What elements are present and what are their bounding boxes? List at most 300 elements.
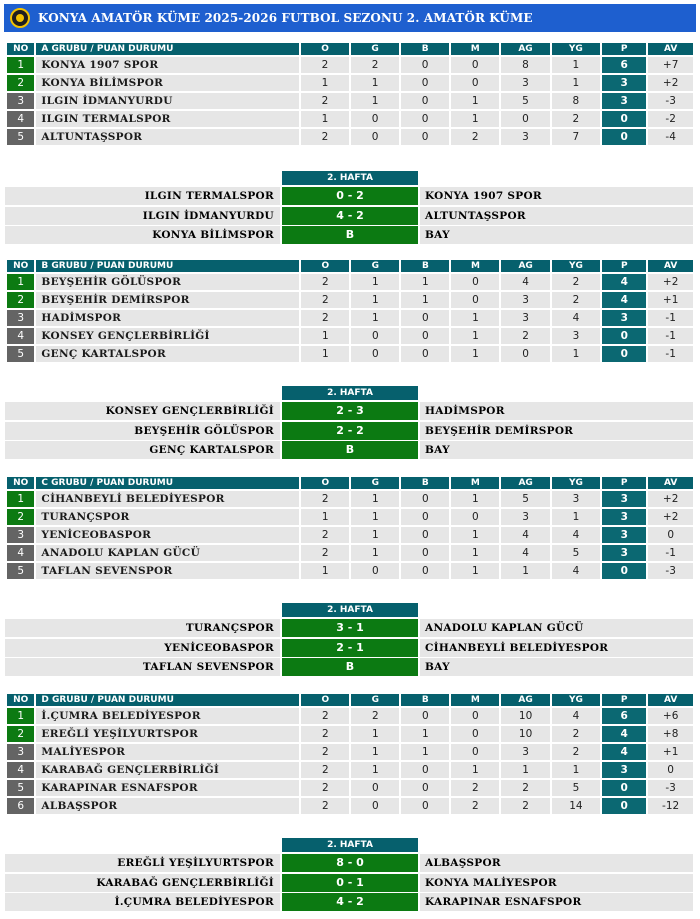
average-cell: -3 — [648, 93, 693, 109]
standings-table — [5, 41, 695, 147]
away-team: CİHANBEYLİ BELEDİYESPOR — [420, 639, 693, 657]
column-header: NO — [7, 694, 34, 706]
team-name: KONSEY GENÇLERBİRLİĞİ — [36, 328, 299, 344]
team-name: YENİCEOBASPOR — [36, 527, 299, 543]
column-header: P — [602, 694, 646, 706]
stat-cell: 1 — [451, 93, 499, 109]
match-score: B — [282, 441, 418, 459]
table-header-row — [7, 694, 693, 706]
stat-cell: 1 — [451, 111, 499, 127]
stat-cell: 2 — [301, 726, 349, 742]
stat-cell: 3 — [501, 129, 549, 145]
stat-cell: 0 — [401, 111, 449, 127]
stat-cell: 0 — [401, 310, 449, 326]
table-row — [7, 93, 693, 109]
stat-cell: 0 — [451, 726, 499, 742]
stat-cell: 1 — [501, 563, 549, 579]
title-bar — [4, 4, 696, 32]
rank-cell: 4 — [7, 111, 34, 127]
stat-cell: 3 — [501, 75, 549, 91]
team-name: ILGIN İDMANYURDU — [36, 93, 299, 109]
average-cell: +1 — [648, 292, 693, 308]
table-header-row — [7, 43, 693, 55]
group-header: B GRUBU / PUAN DURUMU — [36, 260, 299, 272]
stat-cell: 1 — [451, 527, 499, 543]
table-row — [7, 726, 693, 742]
rank-cell: 3 — [7, 527, 34, 543]
points-cell: 3 — [602, 75, 646, 91]
column-header: B — [401, 43, 449, 55]
points-cell: 4 — [602, 744, 646, 760]
stat-cell: 8 — [501, 57, 549, 73]
stat-cell: 1 — [552, 346, 600, 362]
column-header: AV — [648, 260, 693, 272]
column-header: AG — [501, 694, 549, 706]
page-title: KONYA AMATÖR KÜME 2025-2026 FUTBOL SEZONU 2. AMATÖR KÜME — [38, 11, 533, 25]
table-row — [7, 111, 693, 127]
table-row — [7, 744, 693, 760]
points-cell: 6 — [602, 708, 646, 724]
team-name: ALTUNTAŞSPOR — [36, 129, 299, 145]
team-name: ILGIN TERMALSPOR — [36, 111, 299, 127]
points-cell: 0 — [602, 328, 646, 344]
column-header: AG — [501, 43, 549, 55]
away-team: ALBAŞSPOR — [420, 854, 693, 872]
week-header: 2. HAFTA — [282, 386, 418, 400]
stat-cell: 1 — [552, 75, 600, 91]
stat-cell: 0 — [451, 744, 499, 760]
points-cell: 3 — [602, 310, 646, 326]
team-name: ALBAŞSPOR — [36, 798, 299, 814]
stat-cell: 4 — [552, 708, 600, 724]
stat-cell: 0 — [401, 346, 449, 362]
points-cell: 0 — [602, 111, 646, 127]
fixture-row — [5, 639, 695, 657]
rank-cell: 2 — [7, 726, 34, 742]
table-row — [7, 57, 693, 73]
points-cell: 0 — [602, 798, 646, 814]
stat-cell: 1 — [501, 762, 549, 778]
stat-cell: 0 — [401, 798, 449, 814]
stat-cell: 0 — [351, 346, 399, 362]
away-team: BAY — [420, 441, 693, 459]
stat-cell: 3 — [501, 310, 549, 326]
stat-cell: 0 — [401, 780, 449, 796]
average-cell: -3 — [648, 563, 693, 579]
stat-cell: 0 — [401, 563, 449, 579]
column-header: M — [451, 694, 499, 706]
stat-cell: 0 — [401, 328, 449, 344]
stat-cell: 1 — [401, 726, 449, 742]
stat-cell: 0 — [451, 274, 499, 290]
match-score: B — [282, 658, 418, 676]
away-team: KONYA MALİYESPOR — [420, 874, 693, 892]
average-cell: +8 — [648, 726, 693, 742]
week-header: 2. HAFTA — [282, 171, 418, 185]
rank-cell: 4 — [7, 328, 34, 344]
stat-cell: 0 — [401, 57, 449, 73]
column-header: G — [351, 43, 399, 55]
rank-cell: 2 — [7, 292, 34, 308]
stat-cell: 0 — [501, 111, 549, 127]
column-header: NO — [7, 477, 34, 489]
fixture-row — [5, 854, 695, 872]
table-row — [7, 708, 693, 724]
average-cell: -12 — [648, 798, 693, 814]
stat-cell: 0 — [401, 527, 449, 543]
column-header: M — [451, 43, 499, 55]
stat-cell: 10 — [501, 726, 549, 742]
team-name: KONYA 1907 SPOR — [36, 57, 299, 73]
stat-cell: 1 — [351, 762, 399, 778]
home-team: YENİCEOBASPOR — [5, 639, 280, 657]
stat-cell: 1 — [451, 563, 499, 579]
rank-cell: 1 — [7, 708, 34, 724]
column-header: AV — [648, 477, 693, 489]
stat-cell: 3 — [552, 328, 600, 344]
stat-cell: 0 — [451, 57, 499, 73]
average-cell: -3 — [648, 780, 693, 796]
stat-cell: 1 — [552, 57, 600, 73]
stat-cell: 1 — [451, 310, 499, 326]
average-cell: -1 — [648, 346, 693, 362]
points-cell: 3 — [602, 509, 646, 525]
table-header-row — [7, 260, 693, 272]
team-name: EREĞLİ YEŞİLYURTSPOR — [36, 726, 299, 742]
column-header: O — [301, 477, 349, 489]
column-header: B — [401, 477, 449, 489]
stat-cell: 1 — [351, 93, 399, 109]
stat-cell: 4 — [501, 274, 549, 290]
points-cell: 0 — [602, 129, 646, 145]
stat-cell: 0 — [451, 708, 499, 724]
stat-cell: 3 — [501, 744, 549, 760]
stat-cell: 2 — [501, 798, 549, 814]
average-cell: +2 — [648, 274, 693, 290]
average-cell: 0 — [648, 527, 693, 543]
team-name: İ.ÇUMRA BELEDİYESPOR — [36, 708, 299, 724]
match-score: 0 - 1 — [282, 874, 418, 892]
stat-cell: 1 — [451, 346, 499, 362]
away-team: HADİMSPOR — [420, 402, 693, 420]
stat-cell: 1 — [451, 545, 499, 561]
stat-cell: 0 — [401, 129, 449, 145]
column-header: YG — [552, 694, 600, 706]
home-team: ILGIN TERMALSPOR — [5, 187, 280, 205]
stat-cell: 2 — [451, 129, 499, 145]
stat-cell: 2 — [451, 798, 499, 814]
home-team: TAFLAN SEVENSPOR — [5, 658, 280, 676]
team-name: TAFLAN SEVENSPOR — [36, 563, 299, 579]
rank-cell: 1 — [7, 274, 34, 290]
stat-cell: 0 — [401, 708, 449, 724]
column-header: NO — [7, 43, 34, 55]
stat-cell: 0 — [351, 780, 399, 796]
standings-table — [5, 475, 695, 581]
column-header: B — [401, 260, 449, 272]
table-row — [7, 545, 693, 561]
home-team: BEYŞEHİR GÖLÜSPOR — [5, 422, 280, 440]
stat-cell: 2 — [351, 57, 399, 73]
away-team: KONYA 1907 SPOR — [420, 187, 693, 205]
team-name: KONYA BİLİMSPOR — [36, 75, 299, 91]
average-cell: 0 — [648, 762, 693, 778]
home-team: KARABAĞ GENÇLERBİRLİĞİ — [5, 874, 280, 892]
team-name: CİHANBEYLİ BELEDİYESPOR — [36, 491, 299, 507]
standings-table — [5, 258, 695, 364]
away-team: BAY — [420, 658, 693, 676]
column-header: AV — [648, 694, 693, 706]
table-row — [7, 328, 693, 344]
column-header: G — [351, 477, 399, 489]
stat-cell: 1 — [301, 509, 349, 525]
table-row — [7, 292, 693, 308]
column-header: M — [451, 477, 499, 489]
column-header: P — [602, 477, 646, 489]
home-team: ILGIN İDMANYURDU — [5, 207, 280, 225]
stat-cell: 1 — [301, 328, 349, 344]
column-header: B — [401, 694, 449, 706]
table-row — [7, 527, 693, 543]
league-logo-icon — [10, 8, 30, 28]
rank-cell: 6 — [7, 798, 34, 814]
average-cell: -1 — [648, 328, 693, 344]
fixture-row — [5, 226, 695, 244]
column-header: G — [351, 260, 399, 272]
match-score: 2 - 2 — [282, 422, 418, 440]
stat-cell: 1 — [552, 762, 600, 778]
points-cell: 3 — [602, 93, 646, 109]
rank-cell: 2 — [7, 75, 34, 91]
points-cell: 0 — [602, 563, 646, 579]
fixture-row — [5, 402, 695, 420]
stat-cell: 2 — [301, 762, 349, 778]
stat-cell: 2 — [501, 780, 549, 796]
stat-cell: 2 — [552, 744, 600, 760]
fixture-row — [5, 441, 695, 459]
stat-cell: 2 — [301, 129, 349, 145]
team-name: GENÇ KARTALSPOR — [36, 346, 299, 362]
points-cell: 3 — [602, 491, 646, 507]
stat-cell: 0 — [351, 111, 399, 127]
home-team: TURANÇSPOR — [5, 619, 280, 637]
column-header: P — [602, 43, 646, 55]
match-score: 3 - 1 — [282, 619, 418, 637]
column-header: O — [301, 694, 349, 706]
column-header: O — [301, 260, 349, 272]
home-team: KONYA BİLİMSPOR — [5, 226, 280, 244]
away-team: ALTUNTAŞSPOR — [420, 207, 693, 225]
stat-cell: 7 — [552, 129, 600, 145]
rank-cell: 5 — [7, 129, 34, 145]
points-cell: 4 — [602, 274, 646, 290]
stat-cell: 2 — [501, 328, 549, 344]
average-cell: +2 — [648, 509, 693, 525]
stat-cell: 2 — [301, 798, 349, 814]
fixture-row — [5, 874, 695, 892]
rank-cell: 3 — [7, 744, 34, 760]
stat-cell: 2 — [301, 93, 349, 109]
stat-cell: 0 — [351, 328, 399, 344]
home-team: KONSEY GENÇLERBİRLİĞİ — [5, 402, 280, 420]
away-team: BEYŞEHİR DEMİRSPOR — [420, 422, 693, 440]
team-name: MALİYESPOR — [36, 744, 299, 760]
stat-cell: 0 — [401, 509, 449, 525]
group-header: D GRUBU / PUAN DURUMU — [36, 694, 299, 706]
stat-cell: 1 — [451, 328, 499, 344]
average-cell: +1 — [648, 744, 693, 760]
average-cell: +6 — [648, 708, 693, 724]
match-score: 0 - 2 — [282, 187, 418, 205]
group-header: A GRUBU / PUAN DURUMU — [36, 43, 299, 55]
stat-cell: 1 — [451, 491, 499, 507]
rank-cell: 5 — [7, 563, 34, 579]
away-team: BAY — [420, 226, 693, 244]
column-header: G — [351, 694, 399, 706]
stat-cell: 10 — [501, 708, 549, 724]
rank-cell: 5 — [7, 346, 34, 362]
column-header: YG — [552, 43, 600, 55]
stat-cell: 2 — [301, 527, 349, 543]
stat-cell: 3 — [501, 509, 549, 525]
average-cell: -2 — [648, 111, 693, 127]
stat-cell: 1 — [552, 509, 600, 525]
stat-cell: 5 — [552, 545, 600, 561]
rank-cell: 5 — [7, 780, 34, 796]
stat-cell: 4 — [552, 310, 600, 326]
average-cell: +2 — [648, 491, 693, 507]
table-row — [7, 75, 693, 91]
stat-cell: 1 — [351, 726, 399, 742]
stat-cell: 1 — [351, 527, 399, 543]
stat-cell: 0 — [351, 798, 399, 814]
stat-cell: 4 — [552, 563, 600, 579]
points-cell: 4 — [602, 292, 646, 308]
stat-cell: 4 — [501, 527, 549, 543]
stat-cell: 3 — [501, 292, 549, 308]
standings-table — [5, 692, 695, 816]
stat-cell: 0 — [401, 93, 449, 109]
stat-cell: 4 — [501, 545, 549, 561]
team-name: HADİMSPOR — [36, 310, 299, 326]
column-header: AV — [648, 43, 693, 55]
team-name: BEYŞEHİR GÖLÜSPOR — [36, 274, 299, 290]
column-header: YG — [552, 260, 600, 272]
stat-cell: 0 — [501, 346, 549, 362]
stat-cell: 2 — [552, 292, 600, 308]
week-header: 2. HAFTA — [282, 603, 418, 617]
average-cell: -4 — [648, 129, 693, 145]
stat-cell: 2 — [301, 310, 349, 326]
stat-cell: 1 — [401, 274, 449, 290]
stat-cell: 5 — [501, 491, 549, 507]
match-score: 2 - 3 — [282, 402, 418, 420]
team-name: ANADOLU KAPLAN GÜCÜ — [36, 545, 299, 561]
stat-cell: 5 — [501, 93, 549, 109]
team-name: KARABAĞ GENÇLERBİRLİĞİ — [36, 762, 299, 778]
stat-cell: 0 — [401, 491, 449, 507]
table-row — [7, 491, 693, 507]
average-cell: +2 — [648, 75, 693, 91]
table-row — [7, 780, 693, 796]
table-row — [7, 129, 693, 145]
stat-cell: 2 — [351, 708, 399, 724]
table-row — [7, 346, 693, 362]
away-team: ANADOLU KAPLAN GÜCÜ — [420, 619, 693, 637]
stat-cell: 1 — [351, 491, 399, 507]
fixture-row — [5, 619, 695, 637]
table-row — [7, 509, 693, 525]
match-score: 2 - 1 — [282, 639, 418, 657]
stat-cell: 2 — [301, 545, 349, 561]
match-score: 4 - 2 — [282, 207, 418, 225]
points-cell: 4 — [602, 726, 646, 742]
column-header: AG — [501, 477, 549, 489]
rank-cell: 1 — [7, 491, 34, 507]
stat-cell: 0 — [451, 75, 499, 91]
stat-cell: 1 — [351, 509, 399, 525]
stat-cell: 0 — [351, 563, 399, 579]
points-cell: 3 — [602, 527, 646, 543]
stat-cell: 1 — [301, 75, 349, 91]
stat-cell: 2 — [301, 274, 349, 290]
stat-cell: 2 — [301, 780, 349, 796]
stat-cell: 2 — [301, 292, 349, 308]
stat-cell: 2 — [552, 274, 600, 290]
points-cell: 0 — [602, 346, 646, 362]
stat-cell: 14 — [552, 798, 600, 814]
match-score: B — [282, 226, 418, 244]
stat-cell: 0 — [351, 129, 399, 145]
table-row — [7, 563, 693, 579]
column-header: P — [602, 260, 646, 272]
table-row — [7, 762, 693, 778]
table-row — [7, 274, 693, 290]
points-cell: 6 — [602, 57, 646, 73]
stat-cell: 2 — [451, 780, 499, 796]
rank-cell: 3 — [7, 310, 34, 326]
stat-cell: 0 — [451, 509, 499, 525]
stat-cell: 1 — [401, 292, 449, 308]
points-cell: 3 — [602, 762, 646, 778]
average-cell: -1 — [648, 310, 693, 326]
stat-cell: 1 — [351, 545, 399, 561]
match-score: 4 - 2 — [282, 893, 418, 911]
stat-cell: 2 — [301, 57, 349, 73]
team-name: KARAPINAR ESNAFSPOR — [36, 780, 299, 796]
stat-cell: 0 — [401, 75, 449, 91]
stat-cell: 2 — [301, 744, 349, 760]
rank-cell: 4 — [7, 762, 34, 778]
stat-cell: 1 — [351, 744, 399, 760]
fixture-row — [5, 187, 695, 205]
stat-cell: 0 — [401, 762, 449, 778]
match-score: 8 - 0 — [282, 854, 418, 872]
home-team: EREĞLİ YEŞİLYURTSPOR — [5, 854, 280, 872]
stat-cell: 0 — [401, 545, 449, 561]
week-header: 2. HAFTA — [282, 838, 418, 852]
stat-cell: 2 — [301, 708, 349, 724]
group-header: C GRUBU / PUAN DURUMU — [36, 477, 299, 489]
stat-cell: 5 — [552, 780, 600, 796]
rank-cell: 4 — [7, 545, 34, 561]
stat-cell: 2 — [552, 726, 600, 742]
stat-cell: 1 — [401, 744, 449, 760]
fixture-row — [5, 658, 695, 676]
column-header: YG — [552, 477, 600, 489]
home-team: İ.ÇUMRA BELEDİYESPOR — [5, 893, 280, 911]
stat-cell: 4 — [552, 527, 600, 543]
